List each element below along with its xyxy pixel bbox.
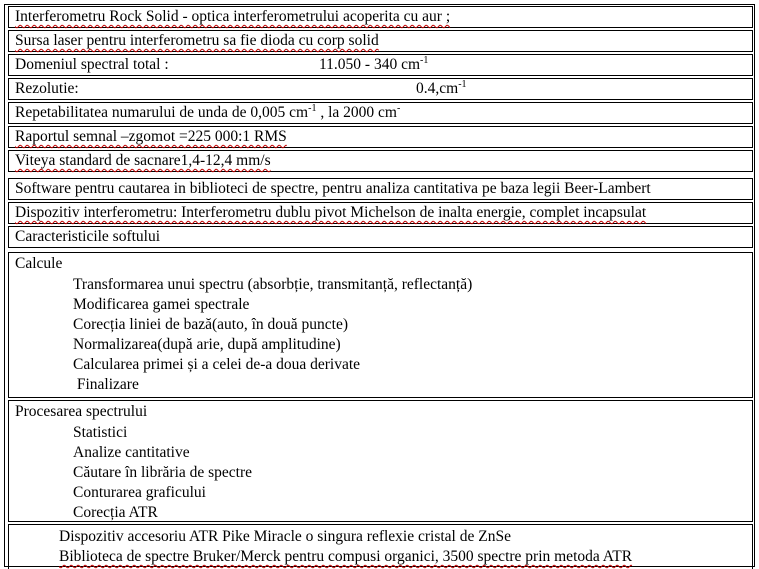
section-calcule bbox=[8, 252, 753, 398]
row-dispozitiv-interferometru bbox=[8, 202, 753, 224]
row-text: Caracteristicile softului bbox=[15, 228, 161, 245]
list-item: Statistici bbox=[73, 424, 128, 441]
list-item: Dispozitiv accesoriu ATR Pike Miracle o singura reflexie cristal de ZnSe bbox=[59, 528, 511, 545]
row-interferometru bbox=[8, 6, 753, 28]
row-text: Viteya standard de sacnare1,4-12,4 mm/s bbox=[15, 152, 271, 169]
row-sursa-laser bbox=[8, 30, 753, 52]
row-text: Raportul semnal –zgomot =225 000:1 RMS bbox=[15, 128, 287, 145]
row-text: Software pentru cautarea in biblioteci de spectre, pentru analiza cantitativa pe baza legii Beer-Lambert bbox=[15, 180, 651, 197]
row-value: 11.050 - 340 $cm^{-1}$ bbox=[319, 55, 429, 73]
list-item: Corecția liniei de bază(auto, în două puncte) bbox=[73, 316, 349, 333]
list-item: Normalizarea(după arie, după amplitudine) bbox=[73, 336, 341, 353]
list-item: Finalizare bbox=[73, 376, 139, 393]
list-item: Conturarea graficului bbox=[73, 484, 206, 501]
list-item: Analize cantitative bbox=[73, 444, 190, 461]
row-label: Rezolutie: bbox=[15, 80, 79, 97]
list-item: Biblioteca de spectre Bruker/Merck pentru compusi organici, 3500 spectre prin metoda ATR bbox=[59, 548, 633, 565]
row-domeniul-spectral bbox=[8, 54, 753, 76]
section-title: Calcule bbox=[15, 255, 63, 272]
row-text: Interferometru Rock Solid - optica interferometrului acoperita cu aur ; bbox=[15, 8, 451, 25]
list-item: Calcularea primei și a celei de-a doua derivate bbox=[73, 356, 361, 373]
row-text: Repetabilitatea numarului de unda de 0,005 $cm^{-1}$ , la 2000 cm- bbox=[15, 103, 401, 121]
row-text: Sursa laser pentru interferometru sa fie dioda cu corp solid bbox=[15, 32, 379, 49]
row-value: $0.4,cm^{-1}$ bbox=[416, 79, 467, 97]
row-caracteristicile bbox=[8, 226, 753, 248]
section-accesorii bbox=[8, 524, 753, 569]
row-viteza bbox=[8, 150, 753, 172]
section-procesarea bbox=[8, 400, 753, 522]
row-rezolutie bbox=[8, 78, 753, 100]
list-item: Corecția ATR bbox=[73, 504, 158, 521]
row-raportul-semnal bbox=[8, 126, 753, 148]
list-item: Căutare în librăria de spectre bbox=[73, 464, 253, 481]
row-repetabilitatea bbox=[8, 102, 753, 124]
row-software bbox=[8, 178, 753, 200]
list-item: Modificarea gamei spectrale bbox=[73, 296, 250, 313]
row-text: Dispozitiv interferometru: Interferometru dublu pivot Michelson de inalta energie, complet incapsulat bbox=[15, 204, 647, 221]
section-title: Procesarea spectrului bbox=[15, 403, 148, 420]
list-item: Transformarea unui spectru (absorbție, transmitanță, reflectanță) bbox=[73, 276, 473, 293]
row-label: Domeniul spectral total : bbox=[15, 56, 169, 73]
